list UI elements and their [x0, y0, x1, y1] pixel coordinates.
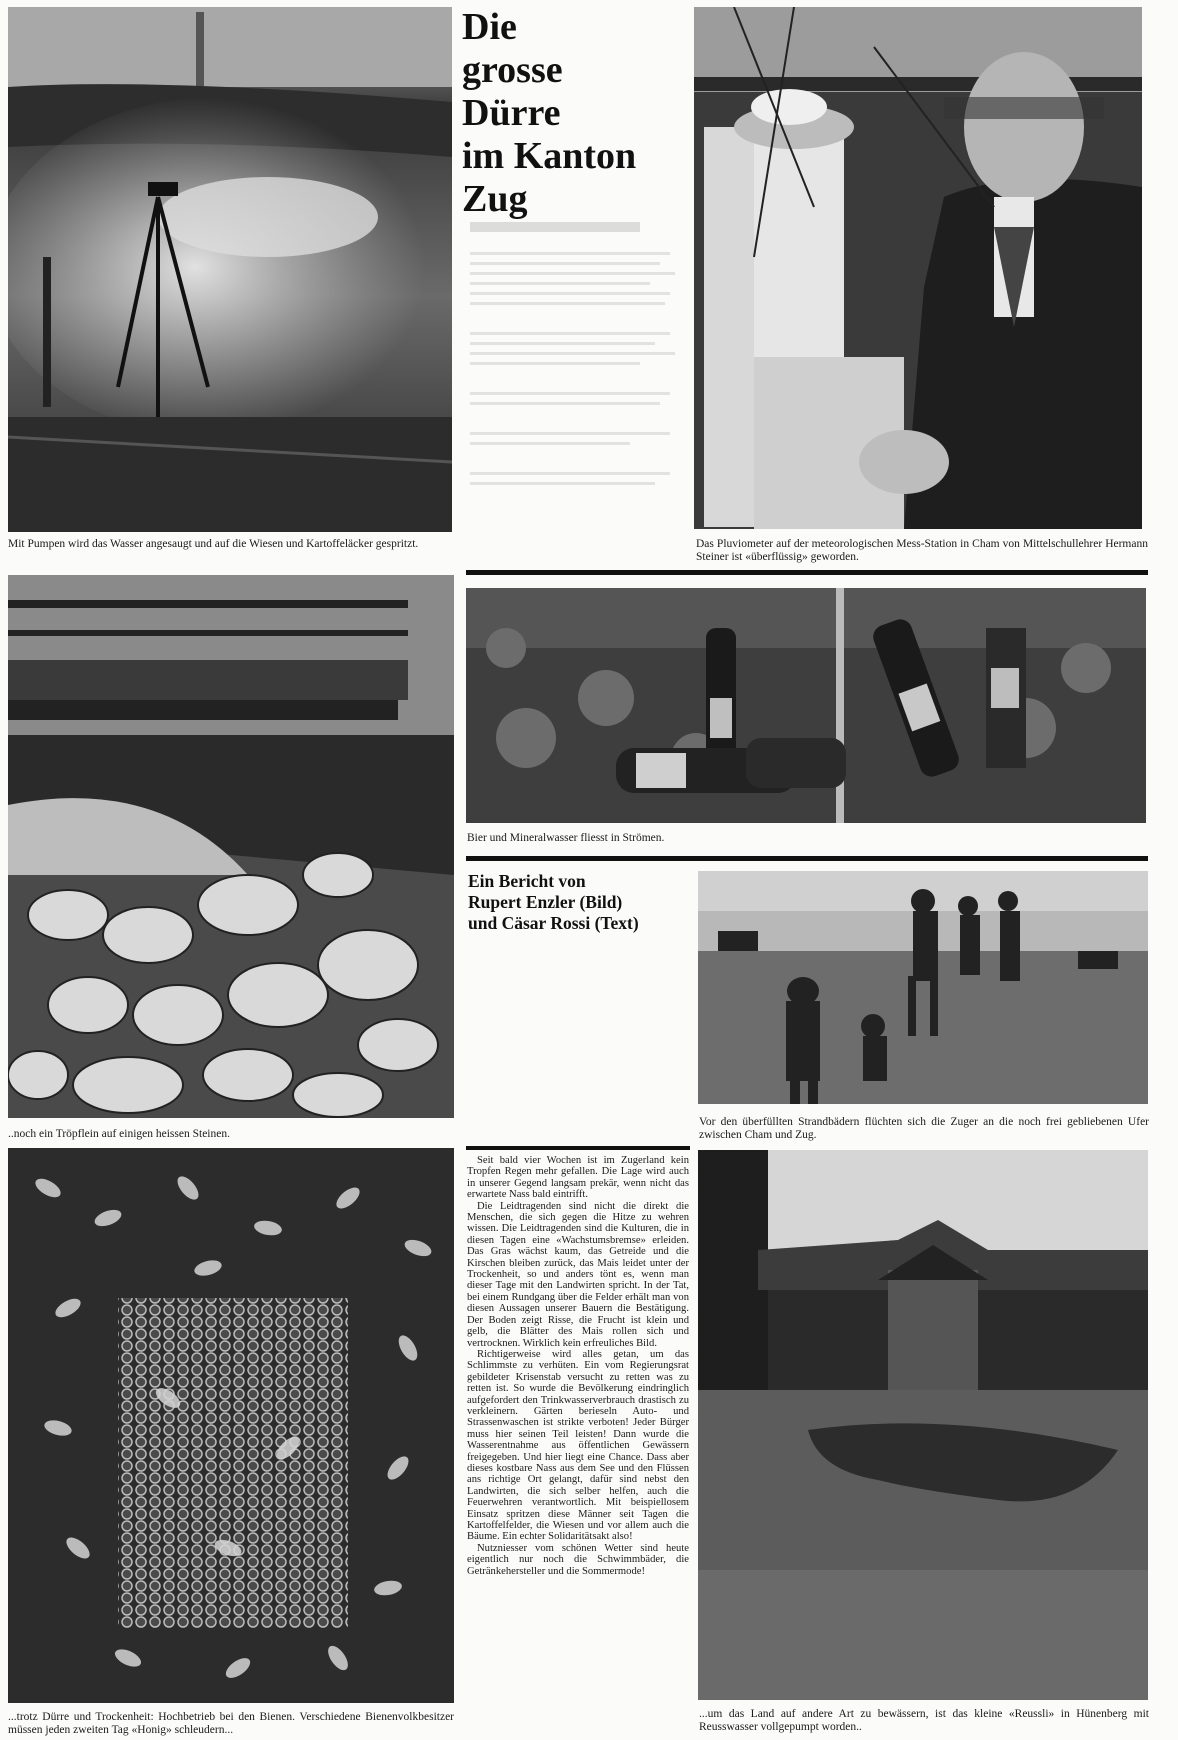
bleed-through-texture [470, 222, 680, 512]
byline-line: und Cäsar Rossi (Text) [468, 913, 639, 933]
headline-line: Die [462, 6, 517, 48]
photo-creek [8, 575, 454, 1118]
byline [468, 871, 688, 934]
byline-line: Rupert Enzler (Bild) [468, 892, 623, 912]
article-paragraph: Die Leidtragenden sind nicht die direkt die Menschen, die sich gegen die Hitze zu wehren wissen. Die Leidtragenden sind die Kulturen, die in diesen Tagen eine «Wachstumsbremse» erleiden. Das Gras wächst kaum, das Getreide und die Kirschen bleiben zurück, das Mais leidet unter der Trockenheit, so und anders tönt es, wenn man dieser Tage mit den Landwirten spricht. In der Tat, bei einem Rundgang über die Felder erhält man von diesen Aussagen unserer Bauern die Bestätigung. Der Boden zeigt Risse, die Frucht ist klein und gelb, die Blätter des Mais rollen sich und vertrocknen. Wirklich kein erfreuliches Bild. [467, 1200, 689, 1349]
headline-line: im Kanton [462, 135, 637, 177]
headline-line: Zug [462, 178, 528, 220]
photo-beach [698, 871, 1148, 1104]
photo-sprinkler [8, 7, 452, 532]
section-divider [466, 1146, 690, 1150]
photo-caption: ..noch ein Tröpflein auf einigen heissen Steinen. [8, 1128, 230, 1140]
photo-reussli [698, 1150, 1148, 1700]
headline-line: Dürre [462, 92, 561, 134]
photo-bottles [466, 588, 1146, 823]
photo-caption: Vor den überfüllten Strandbädern flüchten sich die Zuger an die noch frei gebliebenen Ufer zwischen Cham und Zug. [699, 1116, 1149, 1141]
byline-line: Ein Bericht von [468, 871, 586, 891]
article-body [467, 1155, 689, 1577]
photo-caption: Bier und Mineralwasser fliesst in Strömen. [467, 832, 665, 844]
article-paragraph: Nutzniesser vom schönen Wetter sind heute eigentlich nur noch die Schwimmbäder, die Getränkehersteller und die Sommermode! [467, 1542, 689, 1577]
headline [462, 6, 682, 221]
photo-bees [8, 1148, 454, 1703]
photo-caption: ...um das Land auf andere Art zu bewässern, ist das kleine «Reussli» in Hünenberg mit Reusswasser vollgepumpt worden.. [699, 1708, 1149, 1733]
photo-caption: Mit Pumpen wird das Wasser angesaugt und auf die Wiesen und Kartoffeläcker gespritzt. [8, 538, 419, 550]
headline-line: grosse [462, 49, 563, 91]
photo-pluviometer [694, 7, 1142, 529]
section-divider [466, 570, 1148, 575]
article-paragraph: Seit bald vier Wochen ist im Zugerland kein Tropfen Regen mehr gefallen. Die Lage wird auch in unserer Gegend langsam prekär, wenn nicht das erwartete Nass bald eintrifft. [467, 1155, 689, 1201]
section-divider [466, 856, 1148, 861]
photo-caption: ...trotz Dürre und Trockenheit: Hochbetrieb bei den Bienen. Verschiedene Bienenvolkbesitzer müssen jeden zweiten Tag «Honig» schleudern... [8, 1711, 454, 1736]
article-paragraph: Richtigerweise wird alles getan, um das Schlimmste zu verhüten. Ein vom Regierungsrat gebildeter Krisenstab versucht zu retten was zu retten ist. So wurde die Bevölkerung eindringlich aufgefordert den Trinkwasserverbrauch drastisch zu verkleinern. Gärten berieseln Auto- und Strassenwaschen ist strikte verboten! Jeder Bürger muss hier seinen Teil leisten! Dann wurde die Wasserentnahme aus öffentlichen Gewässern freigegeben. Und hier liegt eine Chance. Dass aber dieses kostbare Nass aus dem See und den Flüssen ans richtige Ort gelangt, dafür sind nebst den Landwirten, die sich selber helfen, auch die Feuerwehren verantwortlich. Mit beispiellosem Einsatz spritzen diese Männer seit Tagen die Kartoffelfelder, die Wiesen und vor allem auch die Bäume. Ein echter Solidaritätsakt also! [467, 1348, 689, 1543]
photo-caption: Das Pluviometer auf der meteorologischen Mess-Station in Cham von Mittelschullehrer Hermann Steiner ist «überflüssig» geworden. [696, 538, 1148, 563]
